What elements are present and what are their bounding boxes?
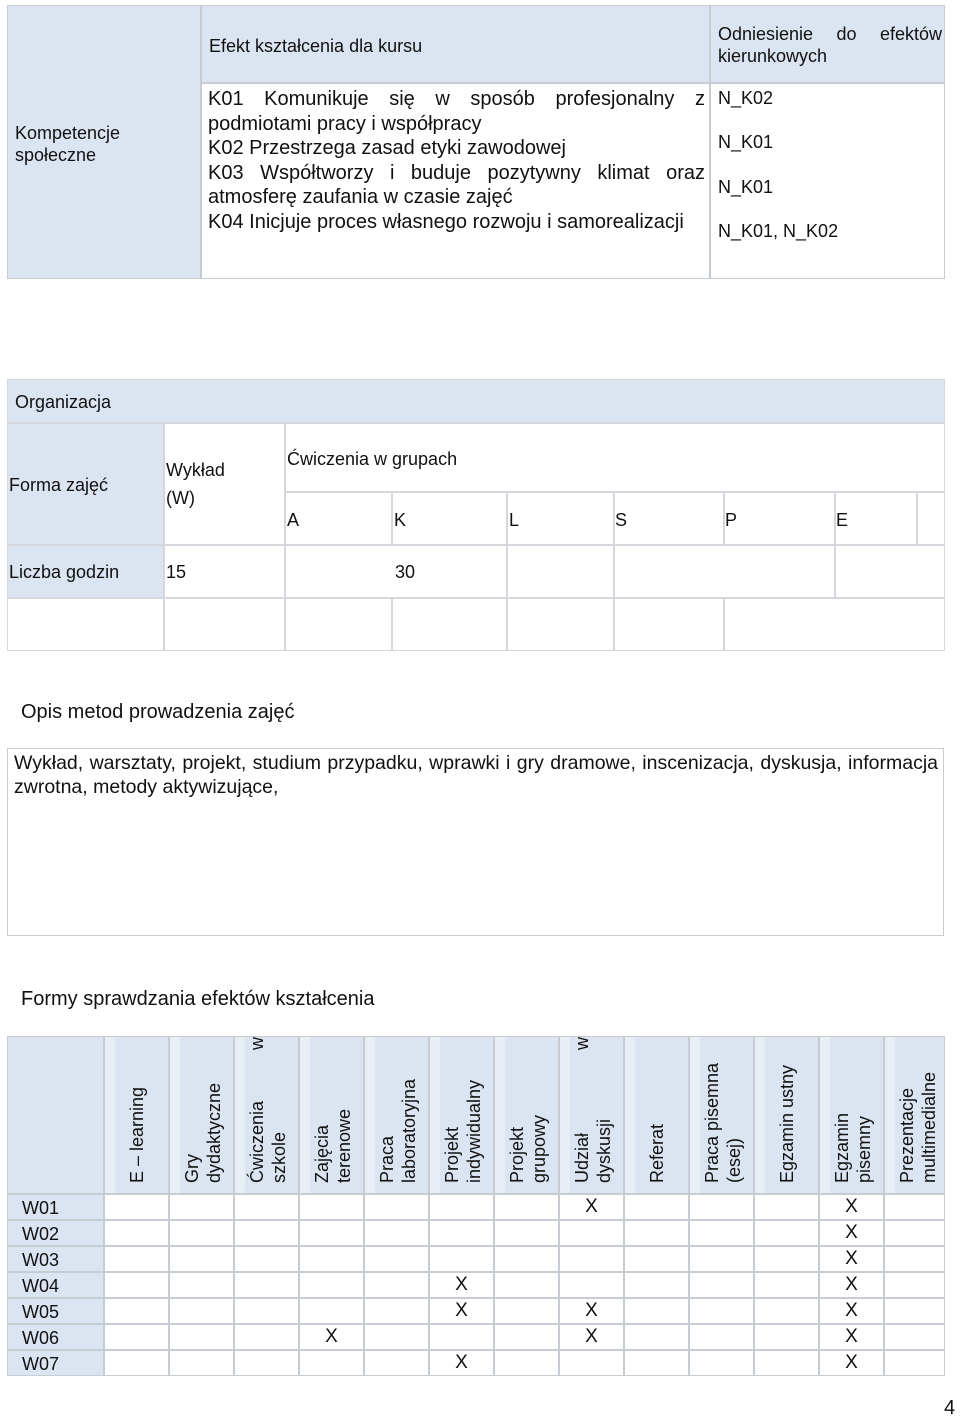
mark-cell <box>689 1350 754 1376</box>
mark-cell: X <box>819 1272 884 1298</box>
mark-cell <box>884 1194 945 1220</box>
group-k-cell <box>392 492 507 545</box>
mark-cell <box>234 1246 299 1272</box>
table-row <box>7 1272 945 1298</box>
effects-list <box>208 87 705 234</box>
mark-cell <box>299 1220 364 1246</box>
mark-cell <box>104 1220 169 1246</box>
mark-cell: X <box>819 1350 884 1376</box>
mark-cell <box>624 1272 689 1298</box>
organization-title: Organizacja <box>15 392 112 412</box>
form-label: Forma zajęć <box>9 475 109 495</box>
group-s: S <box>615 510 628 530</box>
group-p: P <box>725 510 738 530</box>
mark-cell <box>689 1298 754 1324</box>
mark-cell <box>364 1220 429 1246</box>
mark-cell <box>494 1298 559 1324</box>
page-number: 4 <box>944 1397 956 1419</box>
mark-cell <box>754 1350 819 1376</box>
mark-cell <box>559 1220 624 1246</box>
assessment-header-label-2: szkole <box>269 1131 289 1183</box>
lecture-abbr: (W) <box>166 488 195 508</box>
organization-title-cell <box>7 379 945 423</box>
exercises-cell <box>285 423 945 492</box>
assessment-header-13 <box>884 1036 945 1194</box>
hours-l-cell <box>507 545 614 598</box>
empty-row-cell-2 <box>164 598 285 651</box>
mark-cell <box>299 1194 364 1220</box>
header-stripe <box>430 1037 440 1194</box>
lecture-hours: 15 <box>166 562 187 582</box>
table-row <box>7 1350 945 1376</box>
mark-cell <box>624 1194 689 1220</box>
mark-cell <box>234 1324 299 1350</box>
empty-row-cell-5 <box>507 598 614 651</box>
group-a-cell <box>285 492 392 545</box>
mark-cell <box>689 1220 754 1246</box>
mark-cell <box>169 1350 234 1376</box>
reference-header-cell <box>710 5 945 83</box>
mark-cell <box>104 1324 169 1350</box>
mark-cell <box>299 1350 364 1376</box>
mark-cell <box>429 1324 494 1350</box>
hours-label: Liczba godzin <box>9 562 120 582</box>
methods-box <box>7 748 944 936</box>
assessment-header-8 <box>559 1036 624 1194</box>
assessment-header-2 <box>169 1036 234 1194</box>
mark-cell <box>169 1246 234 1272</box>
row-label: W04 <box>7 1272 104 1298</box>
mark-cell <box>754 1220 819 1246</box>
reference-k03: N_K01 <box>718 177 774 197</box>
mark-cell: X <box>429 1350 494 1376</box>
mark-cell <box>104 1298 169 1324</box>
mark-cell <box>754 1246 819 1272</box>
header-stripe <box>690 1037 700 1194</box>
mark-cell <box>169 1194 234 1220</box>
assessment-header-4 <box>299 1036 364 1194</box>
mark-cell: X <box>819 1194 884 1220</box>
row-label: W01 <box>7 1194 104 1220</box>
mark-cell <box>494 1324 559 1350</box>
assessment-header-label-2: (esej) <box>724 1137 744 1183</box>
mark-cell <box>169 1298 234 1324</box>
group-extra-cell <box>917 492 945 545</box>
mark-cell <box>624 1298 689 1324</box>
effect-k03: K03 Współtworzy i buduje pozytywny klimat oraz atmosferę zaufania w czasie zajęć <box>208 161 705 208</box>
effect-k04: K04 Inicjuje proces własnego rozwoju i samorealizacji <box>208 210 684 233</box>
effect-k02: K02 Przestrzega zasad etyki zawodowej <box>208 137 566 159</box>
lecture-hours-cell <box>164 545 285 598</box>
competencies-label-cell <box>7 5 201 279</box>
assessment-header-label: Zajęcia <box>312 1124 332 1183</box>
mark-cell <box>884 1350 945 1376</box>
methods-title: Opis metod prowadzenia zajęć <box>21 701 295 723</box>
mark-cell <box>104 1194 169 1220</box>
mark-cell: X <box>299 1324 364 1350</box>
row-label: W05 <box>7 1298 104 1324</box>
assessment-header-label-2: terenowe <box>334 1108 354 1183</box>
assessment-header-12 <box>819 1036 884 1194</box>
assessment-header-label-2: grupowy <box>529 1114 549 1183</box>
mark-cell: X <box>429 1298 494 1324</box>
group-s-cell <box>614 492 724 545</box>
assessment-header-label: Projekt <box>442 1126 462 1183</box>
empty-row-cell-4 <box>392 598 507 651</box>
mark-cell <box>624 1324 689 1350</box>
header-stripe <box>820 1037 830 1194</box>
methods-text: Wykład, warsztaty, projekt, studium przypadku, wprawki i gry dramowe, inscenizacja, dyskusja, informacja zwrotna, metody aktywizujące, <box>14 752 938 798</box>
reference-k02: N_K01 <box>718 132 774 152</box>
hours-e-cell <box>835 545 945 598</box>
assessment-header-label: Ćwiczenia w <box>247 1037 267 1183</box>
mark-cell: X <box>429 1272 494 1298</box>
mark-cell <box>624 1350 689 1376</box>
form-label-cell <box>7 423 164 545</box>
effect-k01: K01 Komunikuje się w sposób profesjonalny z podmiotami pracy i współpracy <box>208 88 705 135</box>
reference-k01: N_K02 <box>718 88 774 108</box>
group-l: L <box>509 510 520 530</box>
mark-cell <box>494 1194 559 1220</box>
mark-cell <box>624 1220 689 1246</box>
mark-cell <box>884 1298 945 1324</box>
assessment-header-5 <box>364 1036 429 1194</box>
mark-cell <box>429 1246 494 1272</box>
mark-cell <box>429 1194 494 1220</box>
table-row <box>7 1194 945 1220</box>
mark-cell <box>299 1272 364 1298</box>
row-label: W03 <box>7 1246 104 1272</box>
effects-cell <box>201 83 710 279</box>
mark-cell <box>754 1324 819 1350</box>
assessment-header-label: Egzamin ustny <box>777 1064 797 1183</box>
exercise-hours-cell <box>285 545 507 598</box>
mark-cell <box>884 1272 945 1298</box>
assessment-header-label-2: dydaktyczne <box>204 1082 224 1183</box>
assessment-header-label: Praca <box>377 1135 397 1183</box>
assessment-header-label-2: multimedialne <box>919 1071 939 1183</box>
mark-cell <box>364 1246 429 1272</box>
mark-cell <box>494 1220 559 1246</box>
lecture-cell <box>164 423 285 545</box>
mark-cell <box>689 1194 754 1220</box>
assessment-header-1 <box>104 1036 169 1194</box>
assessment-header-9 <box>624 1036 689 1194</box>
mark-cell <box>494 1272 559 1298</box>
header-stripe <box>885 1037 895 1194</box>
mark-cell <box>884 1220 945 1246</box>
header-stripe <box>625 1037 635 1194</box>
header-stripe <box>495 1037 505 1194</box>
assessment-title: Formy sprawdzania efektów kształcenia <box>21 988 375 1010</box>
mark-cell <box>104 1272 169 1298</box>
assessment-header-label: Referat <box>647 1123 667 1183</box>
hours-sp-cell <box>614 545 835 598</box>
hours-label-cell <box>7 545 164 598</box>
group-k: K <box>394 510 407 530</box>
competencies-table <box>7 5 945 279</box>
effect-header: Efekt kształcenia dla kursu <box>209 36 423 56</box>
assessment-header-11 <box>754 1036 819 1194</box>
assessment-header-3 <box>234 1036 299 1194</box>
group-e-cell <box>835 492 917 545</box>
mark-cell: X <box>559 1324 624 1350</box>
assessment-header-label: E – learning <box>127 1086 147 1183</box>
header-stripe <box>170 1037 180 1194</box>
mark-cell <box>169 1272 234 1298</box>
mark-cell <box>559 1272 624 1298</box>
mark-cell <box>299 1298 364 1324</box>
assessment-header-label-2: laboratoryjna <box>399 1078 419 1183</box>
mark-cell <box>884 1246 945 1272</box>
header-stripe <box>365 1037 375 1194</box>
assessment-header-label-2: pisemny <box>854 1115 874 1183</box>
assessment-corner-cell <box>7 1036 104 1194</box>
header-stripe <box>105 1037 115 1194</box>
mark-cell <box>624 1246 689 1272</box>
mark-cell <box>299 1246 364 1272</box>
mark-cell <box>234 1220 299 1246</box>
group-p-cell <box>724 492 835 545</box>
mark-cell: X <box>819 1324 884 1350</box>
exercises-label: Ćwiczenia w grupach <box>287 449 458 469</box>
assessment-header-label: Gry <box>182 1154 202 1183</box>
mark-cell <box>689 1324 754 1350</box>
header-stripe <box>300 1037 310 1194</box>
mark-cell <box>234 1350 299 1376</box>
empty-row-cell-3 <box>285 598 392 651</box>
mark-cell <box>754 1194 819 1220</box>
table-row <box>7 1246 945 1272</box>
organization-table <box>7 379 945 651</box>
mark-cell <box>234 1272 299 1298</box>
mark-cell <box>169 1324 234 1350</box>
table-row <box>7 1324 945 1350</box>
mark-cell: X <box>559 1194 624 1220</box>
mark-cell <box>754 1298 819 1324</box>
row-label: W02 <box>7 1220 104 1246</box>
effect-header-cell <box>201 5 710 83</box>
assessment-header-label: Prezentacje <box>897 1087 917 1183</box>
mark-cell <box>689 1272 754 1298</box>
header-stripe <box>755 1037 765 1194</box>
mark-cell <box>234 1194 299 1220</box>
mark-cell <box>494 1246 559 1272</box>
reference-header: Odniesienie do efektów kierunkowych <box>718 24 942 66</box>
group-a: A <box>287 510 300 530</box>
empty-row-cell-6 <box>614 598 724 651</box>
mark-cell: X <box>819 1246 884 1272</box>
mark-cell: X <box>819 1298 884 1324</box>
mark-cell <box>104 1350 169 1376</box>
lecture-label: Wykład <box>166 460 225 480</box>
mark-cell <box>754 1272 819 1298</box>
mark-cell: X <box>819 1220 884 1246</box>
assessment-header-label-2: dyskusji <box>594 1118 614 1183</box>
group-e: E <box>836 510 849 530</box>
mark-cell <box>494 1350 559 1376</box>
assessment-header-10 <box>689 1036 754 1194</box>
mark-cell <box>364 1324 429 1350</box>
mark-cell <box>364 1194 429 1220</box>
empty-row-cell-7 <box>724 598 945 651</box>
mark-cell <box>104 1246 169 1272</box>
mark-cell <box>364 1350 429 1376</box>
mark-cell: X <box>559 1298 624 1324</box>
header-stripe <box>560 1037 570 1194</box>
mark-cell <box>559 1350 624 1376</box>
mark-cell <box>364 1272 429 1298</box>
mark-cell <box>234 1298 299 1324</box>
assessment-header-7 <box>494 1036 559 1194</box>
exercise-hours: 30 <box>395 562 416 582</box>
mark-cell <box>169 1220 234 1246</box>
assessment-header-label-2: indywidualny <box>464 1079 484 1183</box>
reference-k04: N_K01, N_K02 <box>718 221 839 241</box>
assessment-header-6 <box>429 1036 494 1194</box>
assessment-header-label: Praca pisemna <box>702 1062 722 1183</box>
assessment-header-label: Udział w <box>572 1037 592 1183</box>
references-cell <box>710 83 945 279</box>
mark-cell <box>429 1220 494 1246</box>
table-row <box>7 1298 945 1324</box>
mark-cell <box>884 1324 945 1350</box>
header-stripe <box>235 1037 245 1194</box>
mark-cell <box>364 1298 429 1324</box>
table-row <box>7 1220 945 1246</box>
row-label: W07 <box>7 1350 104 1376</box>
mark-cell <box>689 1246 754 1272</box>
group-l-cell <box>507 492 614 545</box>
empty-row-cell-1 <box>7 598 164 651</box>
assessment-header-label: Projekt <box>507 1126 527 1183</box>
mark-cell <box>559 1246 624 1272</box>
competencies-label: Kompetencje społeczne <box>15 123 121 165</box>
assessment-header-label: Egzamin <box>832 1112 852 1183</box>
row-label: W06 <box>7 1324 104 1350</box>
